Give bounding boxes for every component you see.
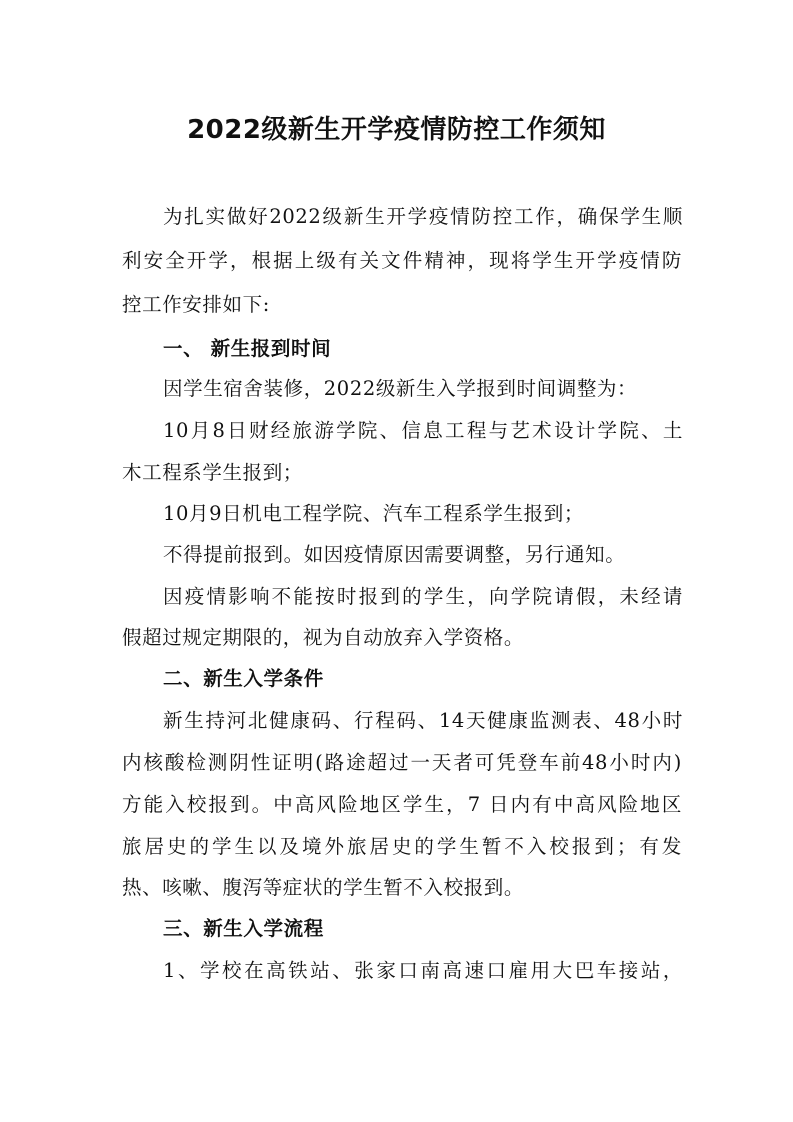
section1-line-1: 因学生宿舍装修，2022级新生入学报到时间调整为： xyxy=(163,377,638,400)
section-heading-2: 二、新生入学条件 xyxy=(163,667,324,690)
section1-line-7: 假超过规定期限的，视为自动放弃入学资格。 xyxy=(122,626,525,649)
section-heading-3: 三、新生入学流程 xyxy=(163,917,324,940)
section1-line-5: 不得提前报到。如因疫情原因需要调整，另行通知。 xyxy=(163,543,626,566)
section2-line-4: 旅居史的学生以及境外旅居史的学生暂不入校报到；有发 xyxy=(122,835,682,858)
section1-line-6: 因疫情影响不能按时报到的学生，向学院请假，未经请 xyxy=(163,585,683,608)
intro-line-3: 控工作安排如下: xyxy=(122,293,270,316)
section2-line-3: 方能入校报到。中高风险地区学生，7 日内有中高风险地区 xyxy=(122,793,682,816)
section-heading-1: 一、 新生报到时间 xyxy=(163,337,332,360)
section3-line-1: 1、学校在高铁站、张家口南高速口雇用大巴车接站， xyxy=(163,959,683,982)
document-title: 2022级新生开学疫情防控工作须知 xyxy=(187,115,606,145)
intro-line-2: 利安全开学，根据上级有关文件精神，现将学生开学疫情防 xyxy=(122,249,682,272)
section1-line-3: 木工程系学生报到； xyxy=(122,461,303,484)
section2-line-2: 内核酸检测阴性证明(路途超过一天者可凭登车前48小时内) xyxy=(122,751,682,774)
section2-line-1: 新生持河北健康码、行程码、14天健康监测表、48小时 xyxy=(163,709,683,732)
section1-line-2: 10月8日财经旅游学院、信息工程与艺术设计学院、土 xyxy=(163,419,683,442)
section2-line-5: 热、咳嗽、腹泻等症状的学生暂不入校报到。 xyxy=(122,876,525,899)
intro-line-1: 为扎实做好2022级新生开学疫情防控工作，确保学生顺 xyxy=(163,205,683,228)
section1-line-4: 10月9日机电工程学院、汽车工程系学生报到； xyxy=(163,502,584,525)
